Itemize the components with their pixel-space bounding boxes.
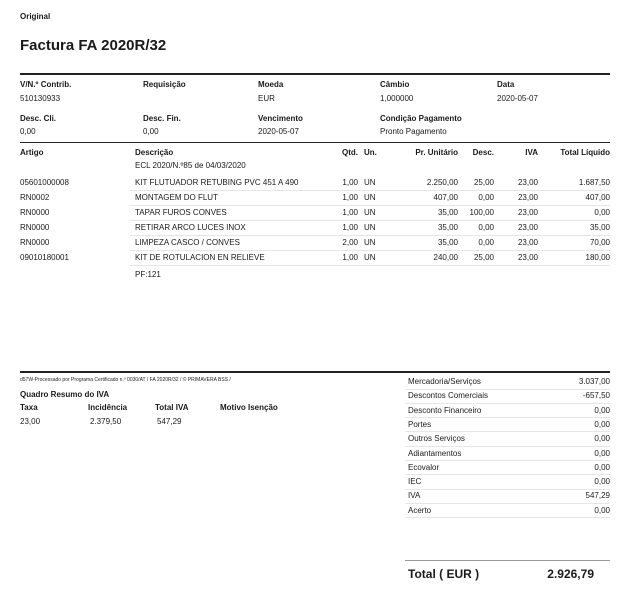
table-cell: 2,00 xyxy=(342,238,358,247)
table-cell: 23,00 xyxy=(517,178,538,187)
summary-value: 0,00 xyxy=(594,448,610,458)
field-value: Pronto Pagamento xyxy=(380,127,447,136)
table-cell: TAPAR FUROS CONVES xyxy=(135,208,227,217)
row-separator xyxy=(130,190,610,191)
column-header: Descrição xyxy=(135,148,174,157)
table-cell: UN xyxy=(364,253,376,262)
table-cell: 407,00 xyxy=(585,193,610,202)
table-cell: UN xyxy=(364,223,376,232)
column-header: Pr. Unitário xyxy=(415,148,458,157)
vat-column-header: Incidência xyxy=(88,403,128,412)
table-cell: 25,00 xyxy=(473,253,494,262)
column-header: Un. xyxy=(364,148,377,157)
column-header: IVA xyxy=(525,148,538,157)
table-cell: UN xyxy=(364,178,376,187)
summary-value: 0,00 xyxy=(594,462,610,472)
summary-value: 0,00 xyxy=(594,419,610,429)
field-label: Data xyxy=(497,80,515,89)
summary-label: Portes xyxy=(408,419,432,429)
table-cell: RN0000 xyxy=(20,208,50,217)
vat-cell: 2.379,50 xyxy=(90,417,122,426)
summary-value: -657,50 xyxy=(582,391,610,401)
field-value: 0,00 xyxy=(143,127,159,136)
divider xyxy=(20,142,610,143)
row-separator xyxy=(130,250,610,251)
divider xyxy=(20,73,610,75)
summary-value: 0,00 xyxy=(594,405,610,415)
vat-cell: 23,00 xyxy=(20,417,41,426)
summary-label: Mercadoria/Serviços xyxy=(408,377,481,386)
total-value: 2.926,79 xyxy=(547,567,594,581)
table-cell: 0,00 xyxy=(478,238,494,247)
table-cell: 1,00 xyxy=(342,208,358,217)
table-cell: 23,00 xyxy=(517,208,538,217)
field-label: Câmbio xyxy=(380,80,410,89)
field-value: 510130933 xyxy=(20,94,61,103)
field-label: Requisição xyxy=(143,80,186,89)
summary-value: 0,00 xyxy=(594,434,610,444)
column-header: Total Líquido xyxy=(560,148,610,157)
copy-label: Original xyxy=(20,12,51,21)
table-cell: 1,00 xyxy=(342,223,358,232)
field-value: 2020-05-07 xyxy=(497,94,538,103)
vat-column-header: Motivo Isenção xyxy=(220,403,278,412)
table-cell: 1,00 xyxy=(342,178,358,187)
vat-summary-title: Quadro Resumo do IVA xyxy=(20,390,110,399)
divider xyxy=(405,560,610,561)
summary-label: Ecovalor xyxy=(408,462,440,472)
column-header: Artigo xyxy=(20,148,44,157)
field-value: 0,00 xyxy=(20,127,36,136)
table-cell: RN0000 xyxy=(20,238,50,247)
table-cell: 35,00 xyxy=(437,238,458,247)
note-text: PF:121 xyxy=(135,270,161,279)
table-cell: KIT FLUTUADOR RETUBING PVC 451 A 490 xyxy=(135,178,299,187)
table-cell: 35,00 xyxy=(437,223,458,232)
table-cell: KIT DE ROTULACION EN RELIEVE xyxy=(135,253,265,262)
field-label: V/N.º Contrib. xyxy=(20,80,72,89)
table-cell: 407,00 xyxy=(433,193,458,202)
invoice-title: Factura FA 2020R/32 xyxy=(20,37,167,54)
row-separator xyxy=(405,403,610,404)
summary-label: IEC xyxy=(408,477,422,487)
summary-label: Descontos Comerciais xyxy=(408,391,489,401)
table-cell: 240,00 xyxy=(433,253,458,262)
field-label: Condição Pagamento xyxy=(380,114,462,123)
row-separator xyxy=(405,517,610,518)
summary-label: Adiantamentos xyxy=(408,448,462,458)
vat-column-header: Total IVA xyxy=(155,403,189,412)
table-cell: 100,00 xyxy=(469,208,494,217)
summary-value: 0,00 xyxy=(594,505,610,515)
summary-label: IVA xyxy=(408,491,421,501)
row-separator xyxy=(405,489,610,490)
field-label: Moeda xyxy=(258,80,284,89)
field-label: Vencimento xyxy=(258,114,303,123)
table-cell: 23,00 xyxy=(517,193,538,202)
row-separator xyxy=(130,220,610,221)
table-cell: UN xyxy=(364,193,376,202)
table-cell: 0,00 xyxy=(478,193,494,202)
divider xyxy=(20,371,610,373)
table-cell: RN0002 xyxy=(20,193,50,202)
field-label: Desc. Cli. xyxy=(20,114,57,123)
summary-label: Outros Serviços xyxy=(408,434,465,444)
table-cell: MONTAGEM DO FLUT xyxy=(135,193,218,202)
table-cell: 0,00 xyxy=(594,208,610,217)
field-value: 1,000000 xyxy=(380,94,414,103)
table-cell: 23,00 xyxy=(517,223,538,232)
column-header: Desc. xyxy=(472,148,494,157)
field-label: Desc. Fin. xyxy=(143,114,181,123)
row-separator xyxy=(405,417,610,418)
reference-text: ECL 2020/N.º85 de 04/03/2020 xyxy=(135,161,246,170)
table-cell: LIMPEZA CASCO / CONVES xyxy=(135,238,240,247)
table-cell: UN xyxy=(364,208,376,217)
table-cell: RETIRAR ARCO LUCES INOX xyxy=(135,223,246,232)
total-label: Total ( EUR ) xyxy=(408,567,480,581)
row-separator xyxy=(130,205,610,206)
field-value: EUR xyxy=(258,94,275,103)
summary-value: 3.037,00 xyxy=(578,377,610,386)
row-separator xyxy=(130,265,610,266)
row-separator xyxy=(405,389,610,390)
table-cell: 70,00 xyxy=(589,238,610,247)
field-value: 2020-05-07 xyxy=(258,127,299,136)
table-cell: RN0000 xyxy=(20,223,50,232)
summary-value: 547,29 xyxy=(585,491,610,501)
table-cell: 180,00 xyxy=(585,253,610,262)
row-separator xyxy=(405,431,610,432)
row-separator xyxy=(405,474,610,475)
table-cell: 35,00 xyxy=(589,223,610,232)
table-cell: 09010180001 xyxy=(20,253,69,262)
table-cell: 05601000008 xyxy=(20,178,69,187)
summary-value: 0,00 xyxy=(594,477,610,487)
table-cell: 0,00 xyxy=(478,223,494,232)
table-cell: 1,00 xyxy=(342,193,358,202)
row-separator xyxy=(405,503,610,504)
table-cell: 35,00 xyxy=(437,208,458,217)
column-header: Qtd. xyxy=(342,148,358,157)
summary-label: Acerto xyxy=(408,505,432,515)
row-separator xyxy=(130,235,610,236)
vat-cell: 547,29 xyxy=(157,417,182,426)
table-cell: 1,00 xyxy=(342,253,358,262)
table-cell: 2.250,00 xyxy=(426,178,458,187)
certification-text: d57W-Processado por Programa Certificado n.º 0030/AT / FA 2020R/32 / © PRIMAVERA BSS / xyxy=(20,377,231,383)
table-cell: UN xyxy=(364,238,376,247)
summary-label: Desconto Financeiro xyxy=(408,405,482,415)
row-separator xyxy=(405,446,610,447)
row-separator xyxy=(405,460,610,461)
table-cell: 23,00 xyxy=(517,238,538,247)
table-cell: 25,00 xyxy=(473,178,494,187)
table-cell: 1.687,50 xyxy=(578,178,610,187)
table-cell: 23,00 xyxy=(517,253,538,262)
vat-column-header: Taxa xyxy=(20,403,38,412)
